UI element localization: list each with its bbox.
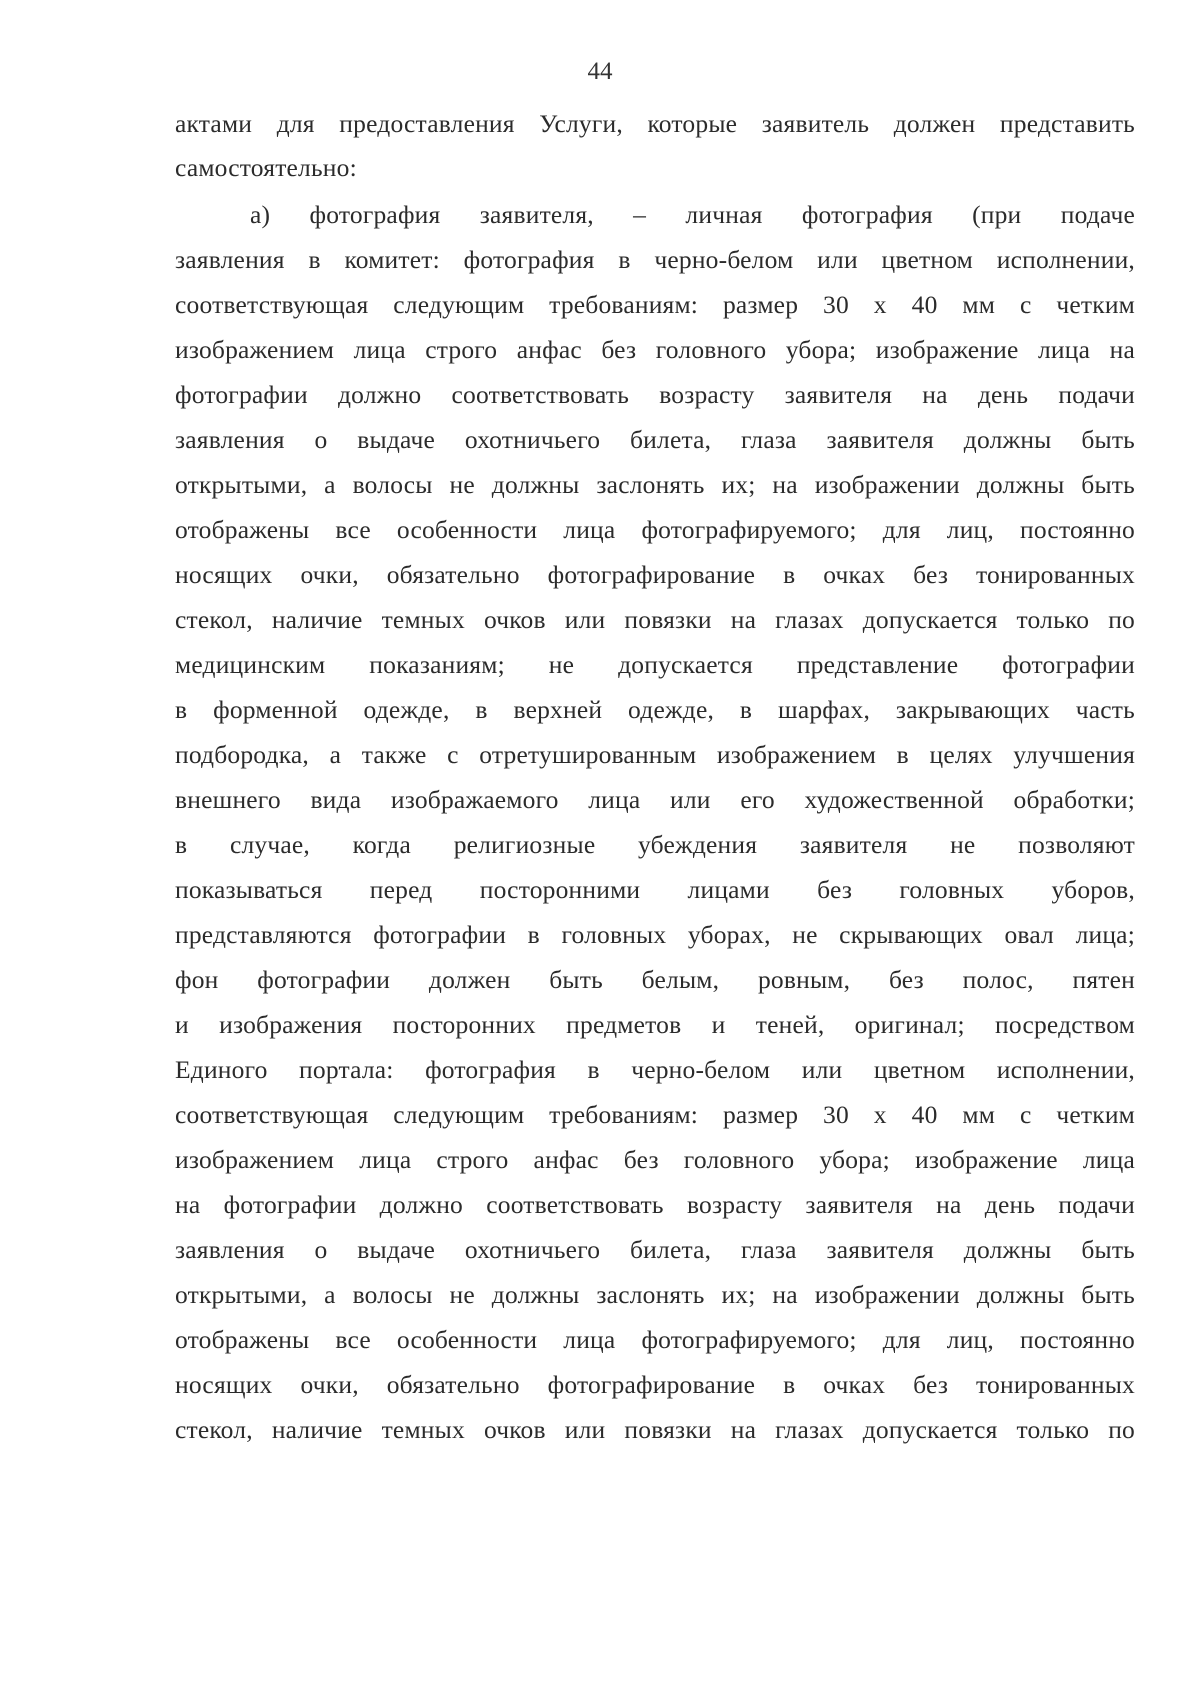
text-line: отображены все особенности лица фотографируемого; для лиц, постоянно [175,1325,1135,1354]
text-line: отображены все особенности лица фотографируемого; для лиц, постоянно [175,515,1135,544]
text-line: в случае, когда религиозные убеждения заявителя не позволяют [175,830,1135,859]
text-line: соответствующая следующим требованиям: размер 30 х 40 мм с четким [175,1100,1135,1129]
text-line: открытыми, а волосы не должны заслонять их; на изображении должны быть [175,470,1135,499]
text-line: а) фотография заявителя, – личная фотография (при подаче [250,200,1135,229]
text-line: открытыми, а волосы не должны заслонять их; на изображении должны быть [175,1280,1135,1309]
text-line: на фотографии должно соответствовать возрасту заявителя на день подачи [175,1190,1135,1219]
text-line: самостоятельно: [175,153,357,182]
text-line: актами для предоставления Услуги, которые заявитель должен представить [175,109,1135,138]
text-line: подбородка, а также с отретушированным изображением в целях улучшения [175,740,1135,769]
text-line: носящих очки, обязательно фотографирование в очках без тонированных [175,560,1135,589]
text-line: медицинским показаниям; не допускается представление фотографии [175,650,1135,679]
text-line: представляются фотографии в головных уборах, не скрывающих овал лица; [175,920,1135,949]
text-line: внешнего вида изображаемого лица или его художественной обработки; [175,785,1135,814]
text-line: фотографии должно соответствовать возрасту заявителя на день подачи [175,380,1135,409]
text-line: заявления в комитет: фотография в черно-белом или цветном исполнении, [175,245,1135,274]
text-line: показываться перед посторонними лицами без головных уборов, [175,875,1135,904]
text-line: изображением лица строго анфас без головного убора; изображение лица на [175,335,1135,364]
text-line: в форменной одежде, в верхней одежде, в шарфах, закрывающих часть [175,695,1135,724]
page-number: 44 [587,58,613,85]
text-line: фон фотографии должен быть белым, ровным, без полос, пятен [175,965,1135,994]
text-line: и изображения посторонних предметов и теней, оригинал; посредством [175,1010,1135,1039]
text-line: заявления о выдаче охотничьего билета, глаза заявителя должны быть [175,1235,1135,1264]
text-line: носящих очки, обязательно фотографирование в очках без тонированных [175,1370,1135,1399]
text-line: Единого портала: фотография в черно-белом или цветном исполнении, [175,1055,1135,1084]
text-line: соответствующая следующим требованиям: размер 30 х 40 мм с четким [175,290,1135,319]
text-line: заявления о выдаче охотничьего билета, глаза заявителя должны быть [175,425,1135,454]
text-line: изображением лица строго анфас без головного убора; изображение лица [175,1145,1135,1174]
text-line: стекол, наличие темных очков или повязки на глазах допускается только по [175,1415,1135,1444]
text-line: стекол, наличие темных очков или повязки на глазах допускается только по [175,605,1135,634]
